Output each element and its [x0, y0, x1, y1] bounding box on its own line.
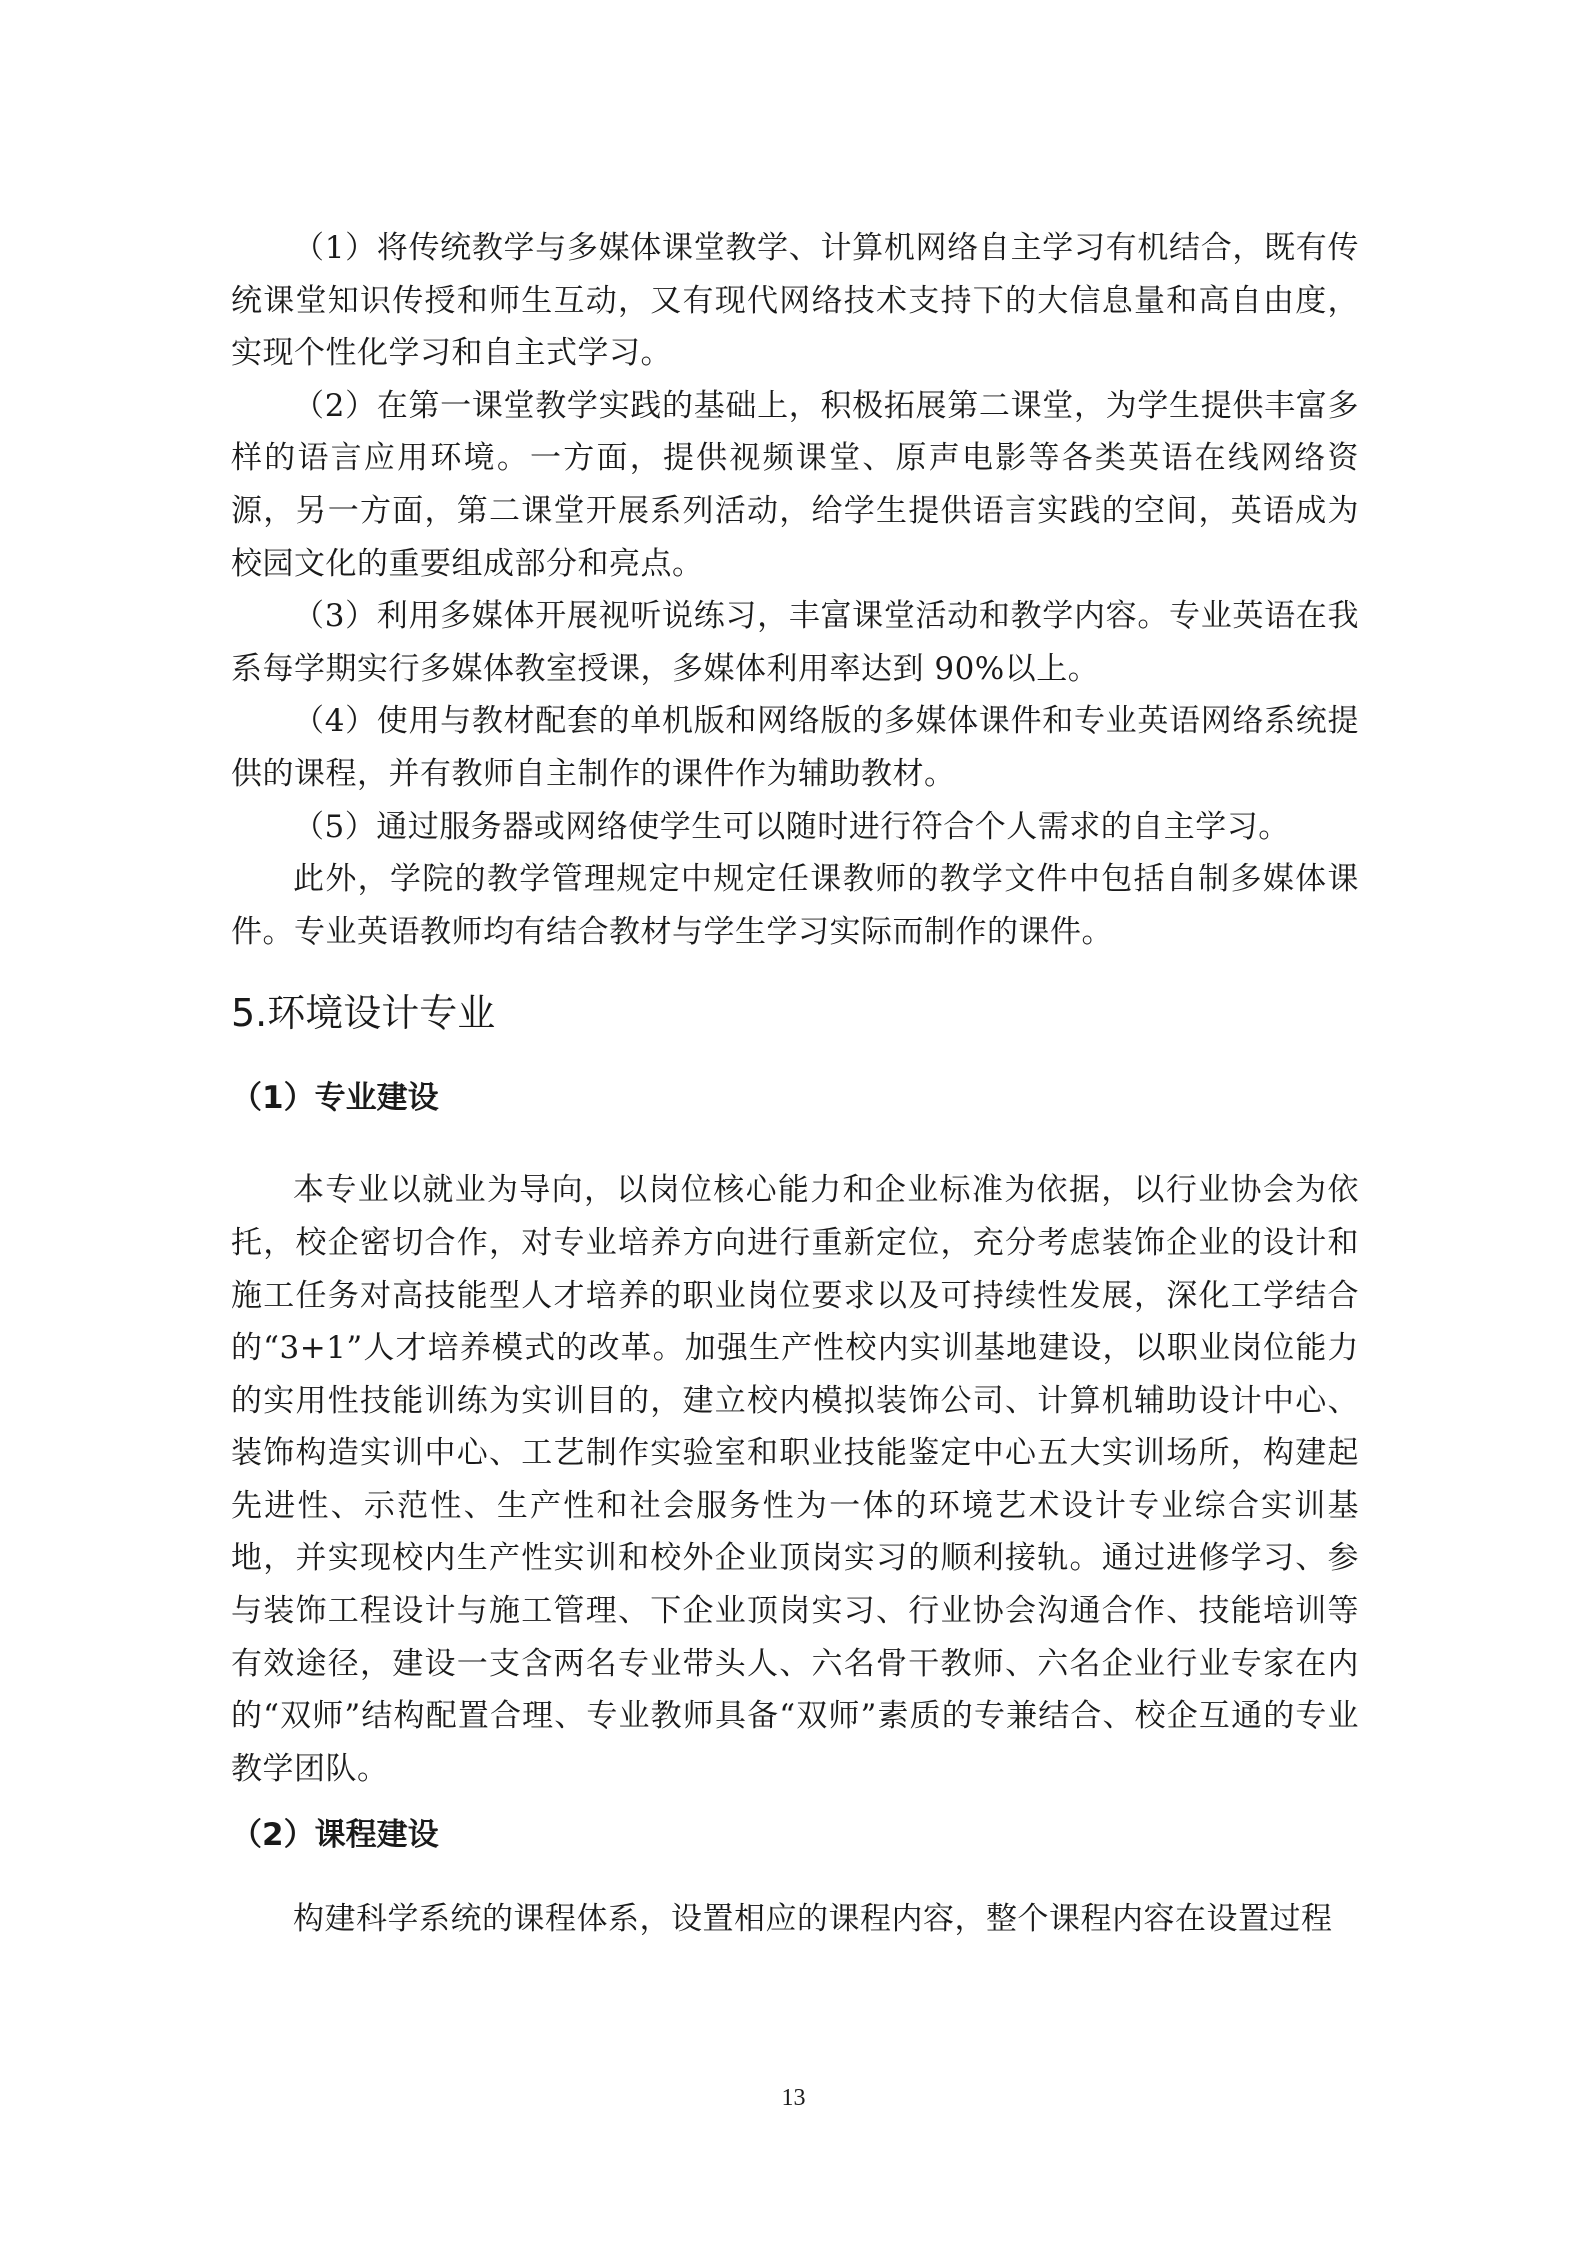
paragraph-item-3: （3）利用多媒体开展视听说练习，丰富课堂活动和教学内容。专业英语在我系每学期实行多媒体教室授课，多媒体利用率达到 90%以上。 [231, 598, 1359, 687]
paragraph-item-4: （4）使用与教材配套的单机版和网络版的多媒体课件和专业英语网络系统提供的课程，并有教师自主制作的课件作为辅助教材。 [231, 703, 1359, 792]
page-content [231, 222, 1359, 1946]
paragraph-item-2: （2）在第一课堂教学实践的基础上，积极拓展第二课堂，为学生提供丰富多样的语言应用环境。一方面，提供视频课堂、原声电影等各类英语在线网络资源，另一方面，第二课堂开展系列活动，给学生提供语言实践的空间，英语成为校园文化的重要组成部分和亮点。 [231, 387, 1359, 582]
paragraph-course-construction: 构建科学系统的课程体系，设置相应的课程内容，整个课程内容在设置过程 [293, 1901, 1333, 1938]
paragraph-item-1: （1）将传统教学与多媒体课堂教学、计算机网络自主学习有机结合，既有传统课堂知识传授和师生互动，又有现代网络技术支持下的大信息量和高自由度，实现个性化学习和自主式学习。 [231, 230, 1359, 372]
page-number: 13 [781, 2085, 806, 2111]
paragraph-item-5: （5）通过服务器或网络使学生可以随时进行符合个人需求的自主学习。 [293, 808, 1290, 845]
section-heading: 5.环境设计专业 [231, 991, 496, 1036]
paragraph-additional-note: 此外，学院的教学管理规定中规定任课教师的教学文件中包括自制多媒体课件。专业英语教师均有结合教材与学生学习实际而制作的课件。 [231, 861, 1359, 950]
paragraph-major-construction: 本专业以就业为导向，以岗位核心能力和企业标准为依据，以行业协会为依托，校企密切合作，对专业培养方向进行重新定位，充分考虑装饰企业的设计和施工任务对高技能型人才培养的职业岗位要求以及可持续性发展，深化工学结合的“3+1”人才培养模式的改革。加强生产性校内实训基地建设，以职业岗位能力的实用性技能训练为实训目的，建立校内模拟装饰公司、计算机辅助设计中心、装饰构造实训中心、工艺制作实验室和职业技能鉴定中心五大实训场所，构建起先进性、示范性、生产性和社会服务性为一体的环境艺术设计专业综合实训基地，并实现校内生产性实训和校外企业顶岗实习的顺利接轨。通过进修学习、参与装饰工程设计与施工管理、下企业顶岗实习、行业协会沟通合作、技能培训等有效途径，建设一支含两名专业带头人、六名骨干教师、六名企业行业专家在内的“双师”结构配置合理、专业教师具备“双师”素质的专兼结合、校企互通的专业教学团队。 [231, 1172, 1359, 1787]
subsection-heading-major-construction: （1）专业建设 [231, 1080, 439, 1117]
subsection-heading-course-construction: （2）课程建设 [231, 1817, 439, 1854]
